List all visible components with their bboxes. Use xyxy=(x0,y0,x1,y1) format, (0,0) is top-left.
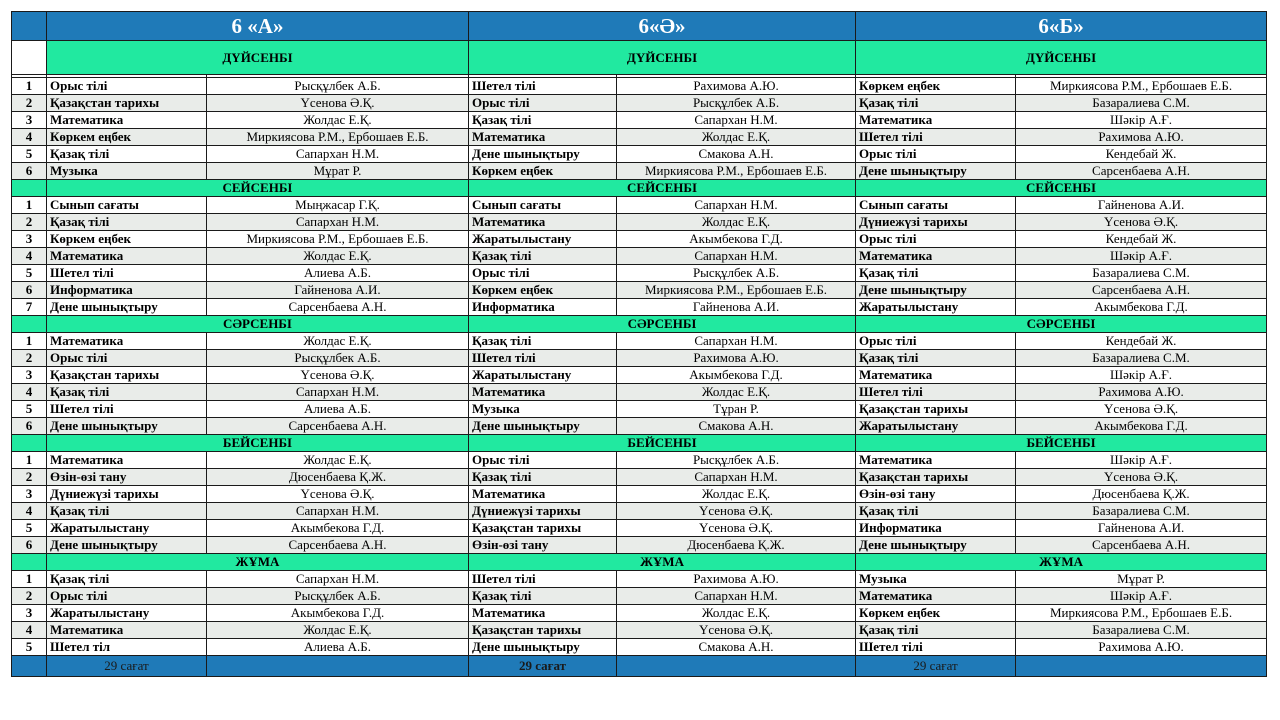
lesson-row xyxy=(12,588,1267,605)
hours-total: 29 сағат xyxy=(856,656,1016,677)
subject-cell: Дүниежүзі тарихы xyxy=(469,503,617,520)
day-label: ЖҰМА xyxy=(47,554,469,571)
lesson-number: 7 xyxy=(12,299,47,316)
subject-cell: Қазақстан тарихы xyxy=(469,520,617,537)
lesson-row xyxy=(12,401,1267,418)
subject-cell: Жаратылыстану xyxy=(856,299,1016,316)
subject-cell: Орыс тілі xyxy=(856,231,1016,248)
lesson-row xyxy=(12,333,1267,350)
teacher-cell: Алиева А.Б. xyxy=(207,401,469,418)
subject-cell: Математика xyxy=(856,452,1016,469)
day-label: ЖҰМА xyxy=(469,554,856,571)
teacher-cell: Тұран Р. xyxy=(617,401,856,418)
hours-total: 29 сағат xyxy=(469,656,617,677)
schedule-table xyxy=(11,11,1267,677)
subject-cell: Музыка xyxy=(469,401,617,418)
subject-cell: Қазақ тілі xyxy=(856,95,1016,112)
footer-blank xyxy=(207,656,469,677)
lesson-number: 3 xyxy=(12,231,47,248)
subject-cell: Көркем еңбек xyxy=(469,163,617,180)
day-header-num-cell xyxy=(12,41,47,75)
subject-cell: Дене шынықтыру xyxy=(469,146,617,163)
subject-cell: Қазақ тілі xyxy=(47,384,207,401)
lesson-number: 6 xyxy=(12,418,47,435)
lesson-row xyxy=(12,639,1267,656)
lesson-number: 3 xyxy=(12,486,47,503)
teacher-cell: Жолдас Е.Қ. xyxy=(617,214,856,231)
subject-cell: Өзін-өзі тану xyxy=(856,486,1016,503)
subject-cell: Математика xyxy=(469,129,617,146)
lesson-row xyxy=(12,571,1267,588)
subject-cell: Орыс тілі xyxy=(47,78,207,95)
teacher-cell: Үсенова Ә.Қ. xyxy=(1016,401,1267,418)
teacher-cell: Мұрат Р. xyxy=(1016,571,1267,588)
lesson-row xyxy=(12,282,1267,299)
lesson-row xyxy=(12,129,1267,146)
class-title: 6«Б» xyxy=(856,12,1267,41)
teacher-cell: Сапархан Н.М. xyxy=(207,146,469,163)
lesson-row xyxy=(12,367,1267,384)
teacher-cell: Жолдас Е.Қ. xyxy=(207,112,469,129)
subject-cell: Қазақстан тарихы xyxy=(47,367,207,384)
subject-cell: Қазақ тілі xyxy=(469,112,617,129)
subject-cell: Өзін-өзі тану xyxy=(47,469,207,486)
subject-cell: Көркем еңбек xyxy=(47,129,207,146)
lesson-number: 4 xyxy=(12,129,47,146)
lesson-number: 3 xyxy=(12,112,47,129)
lesson-row xyxy=(12,248,1267,265)
lesson-number: 5 xyxy=(12,265,47,282)
day-label: СӘРСЕНБІ xyxy=(469,316,856,333)
lesson-row xyxy=(12,503,1267,520)
teacher-cell: Жолдас Е.Қ. xyxy=(207,333,469,350)
teacher-cell: Гайненова А.И. xyxy=(1016,520,1267,537)
teacher-cell: Кендебай Ж. xyxy=(1016,231,1267,248)
subject-cell: Сынып сағаты xyxy=(47,197,207,214)
teacher-cell: Акымбекова Г.Д. xyxy=(1016,418,1267,435)
teacher-cell: Базаралиева С.М. xyxy=(1016,350,1267,367)
lesson-number: 2 xyxy=(12,350,47,367)
subject-cell: Қазақстан тарихы xyxy=(856,469,1016,486)
teacher-cell: Базаралиева С.М. xyxy=(1016,503,1267,520)
subject-cell: Шетел тілі xyxy=(469,350,617,367)
lesson-row xyxy=(12,350,1267,367)
lesson-row xyxy=(12,384,1267,401)
lesson-row xyxy=(12,469,1267,486)
teacher-cell: Үсенова Ә.Қ. xyxy=(617,520,856,537)
subject-cell: Қазақстан тарихы xyxy=(856,401,1016,418)
teacher-cell: Кендебай Ж. xyxy=(1016,333,1267,350)
subject-cell: Орыс тілі xyxy=(47,350,207,367)
footer-blank xyxy=(617,656,856,677)
subject-cell: Жаратылыстану xyxy=(47,605,207,622)
lesson-row xyxy=(12,163,1267,180)
lesson-row xyxy=(12,486,1267,503)
teacher-cell: Сарсенбаева А.Н. xyxy=(207,537,469,554)
subject-cell: Информатика xyxy=(469,299,617,316)
subject-cell: Қазақ тілі xyxy=(47,571,207,588)
teacher-cell: Акымбекова Г.Д. xyxy=(1016,299,1267,316)
teacher-cell: Мұрат Р. xyxy=(207,163,469,180)
teacher-cell: Сарсенбаева А.Н. xyxy=(1016,282,1267,299)
teacher-cell: Жолдас Е.Қ. xyxy=(617,605,856,622)
teacher-cell: Сарсенбаева А.Н. xyxy=(1016,537,1267,554)
subject-cell: Музыка xyxy=(47,163,207,180)
lesson-row xyxy=(12,520,1267,537)
subject-cell: Математика xyxy=(469,214,617,231)
lesson-number: 1 xyxy=(12,571,47,588)
lesson-number: 2 xyxy=(12,588,47,605)
teacher-cell: Үсенова Ә.Қ. xyxy=(1016,214,1267,231)
teacher-cell: Жолдас Е.Қ. xyxy=(207,248,469,265)
class-header-row xyxy=(12,12,1267,41)
subject-cell: Жаратылыстану xyxy=(47,520,207,537)
lesson-row xyxy=(12,622,1267,639)
day-header-num-cell xyxy=(12,554,47,571)
teacher-cell: Миркиясова Р.М., Ербошаев Е.Б. xyxy=(617,163,856,180)
subject-cell: Математика xyxy=(856,367,1016,384)
subject-cell: Дене шынықтыру xyxy=(47,299,207,316)
subject-cell: Дене шынықтыру xyxy=(856,282,1016,299)
corner-cell xyxy=(12,12,47,41)
teacher-cell: Үсенова Ә.Қ. xyxy=(617,622,856,639)
teacher-cell: Шәкір А.Ғ. xyxy=(1016,452,1267,469)
hours-total: 29 сағат xyxy=(47,656,207,677)
teacher-cell: Сапархан Н.М. xyxy=(207,214,469,231)
teacher-cell: Сапархан Н.М. xyxy=(617,112,856,129)
lesson-number: 2 xyxy=(12,469,47,486)
subject-cell: Математика xyxy=(47,622,207,639)
subject-cell: Өзін-өзі тану xyxy=(469,537,617,554)
subject-cell: Шетел тіл xyxy=(47,639,207,656)
day-header-row xyxy=(12,180,1267,197)
teacher-cell: Жолдас Е.Қ. xyxy=(617,486,856,503)
day-label: БЕЙСЕНБІ xyxy=(856,435,1267,452)
subject-cell: Қазақ тілі xyxy=(856,503,1016,520)
lesson-number: 1 xyxy=(12,452,47,469)
lesson-row xyxy=(12,265,1267,282)
lesson-number: 6 xyxy=(12,537,47,554)
teacher-cell: Миркиясова Р.М., Ербошаев Е.Б. xyxy=(207,231,469,248)
lesson-row xyxy=(12,146,1267,163)
lesson-number: 1 xyxy=(12,78,47,95)
subject-cell: Дене шынықтыру xyxy=(469,418,617,435)
teacher-cell: Сапархан Н.М. xyxy=(617,333,856,350)
teacher-cell: Рысқұлбек А.Б. xyxy=(617,265,856,282)
lesson-number: 4 xyxy=(12,384,47,401)
day-header-num-cell xyxy=(12,180,47,197)
teacher-cell: Үсенова Ә.Қ. xyxy=(617,503,856,520)
lesson-row xyxy=(12,231,1267,248)
teacher-cell: Дюсенбаева Қ.Ж. xyxy=(617,537,856,554)
subject-cell: Математика xyxy=(856,248,1016,265)
day-label: БЕЙСЕНБІ xyxy=(47,435,469,452)
teacher-cell: Гайненова А.И. xyxy=(1016,197,1267,214)
day-label: ДҮЙСЕНБІ xyxy=(47,41,469,75)
lesson-row xyxy=(12,214,1267,231)
teacher-cell: Рахимова А.Ю. xyxy=(617,78,856,95)
teacher-cell: Сапархан Н.М. xyxy=(617,248,856,265)
teacher-cell: Үсенова Ә.Қ. xyxy=(207,95,469,112)
subject-cell: Дене шынықтыру xyxy=(469,639,617,656)
subject-cell: Математика xyxy=(47,248,207,265)
teacher-cell: Акымбекова Г.Д. xyxy=(207,520,469,537)
teacher-cell: Сарсенбаева А.Н. xyxy=(1016,163,1267,180)
teacher-cell: Дюсенбаева Қ.Ж. xyxy=(1016,486,1267,503)
teacher-cell: Алиева А.Б. xyxy=(207,639,469,656)
teacher-cell: Сарсенбаева А.Н. xyxy=(207,418,469,435)
teacher-cell: Акымбекова Г.Д. xyxy=(617,367,856,384)
teacher-cell: Миркиясова Р.М., Ербошаев Е.Б. xyxy=(1016,78,1267,95)
teacher-cell: Акымбекова Г.Д. xyxy=(617,231,856,248)
footer-row xyxy=(12,656,1267,677)
day-header-num-cell xyxy=(12,435,47,452)
subject-cell: Сынып сағаты xyxy=(856,197,1016,214)
day-label: БЕЙСЕНБІ xyxy=(469,435,856,452)
subject-cell: Математика xyxy=(47,333,207,350)
teacher-cell: Мыңжасар Г.Қ. xyxy=(207,197,469,214)
subject-cell: Орыс тілі xyxy=(469,452,617,469)
subject-cell: Математика xyxy=(469,384,617,401)
subject-cell: Шетел тілі xyxy=(856,129,1016,146)
teacher-cell: Акымбекова Г.Д. xyxy=(207,605,469,622)
subject-cell: Орыс тілі xyxy=(469,95,617,112)
subject-cell: Қазақстан тарихы xyxy=(47,95,207,112)
subject-cell: Математика xyxy=(856,112,1016,129)
subject-cell: Дене шынықтыру xyxy=(47,418,207,435)
day-label: ДҮЙСЕНБІ xyxy=(856,41,1267,75)
lesson-number: 5 xyxy=(12,146,47,163)
subject-cell: Математика xyxy=(469,486,617,503)
day-header-row xyxy=(12,554,1267,571)
teacher-cell: Гайненова А.И. xyxy=(207,282,469,299)
subject-cell: Шетел тілі xyxy=(47,401,207,418)
teacher-cell: Дюсенбаева Қ.Ж. xyxy=(207,469,469,486)
teacher-cell: Рахимова А.Ю. xyxy=(1016,129,1267,146)
subject-cell: Орыс тілі xyxy=(856,333,1016,350)
lesson-number: 5 xyxy=(12,401,47,418)
lesson-row xyxy=(12,95,1267,112)
class-title: 6 «А» xyxy=(47,12,469,41)
teacher-cell: Миркиясова Р.М., Ербошаев Е.Б. xyxy=(617,282,856,299)
subject-cell: Қазақ тілі xyxy=(856,350,1016,367)
subject-cell: Дүниежүзі тарихы xyxy=(856,214,1016,231)
lesson-row xyxy=(12,112,1267,129)
lesson-number: 1 xyxy=(12,197,47,214)
lesson-number: 5 xyxy=(12,520,47,537)
subject-cell: Орыс тілі xyxy=(856,146,1016,163)
day-label: ДҮЙСЕНБІ xyxy=(469,41,856,75)
footer-corner xyxy=(12,656,47,677)
teacher-cell: Миркиясова Р.М., Ербошаев Е.Б. xyxy=(1016,605,1267,622)
teacher-cell: Жолдас Е.Қ. xyxy=(617,129,856,146)
subject-cell: Дене шынықтыру xyxy=(856,163,1016,180)
teacher-cell: Рысқұлбек А.Б. xyxy=(207,78,469,95)
lesson-row xyxy=(12,605,1267,622)
lesson-row xyxy=(12,452,1267,469)
subject-cell: Шетел тілі xyxy=(469,571,617,588)
footer-blank xyxy=(1016,656,1267,677)
teacher-cell: Рахимова А.Ю. xyxy=(617,350,856,367)
day-label: СЕЙСЕНБІ xyxy=(856,180,1267,197)
lesson-number: 2 xyxy=(12,214,47,231)
day-label: СӘРСЕНБІ xyxy=(47,316,469,333)
lesson-number: 4 xyxy=(12,622,47,639)
teacher-cell: Сапархан Н.М. xyxy=(617,197,856,214)
subject-cell: Көркем еңбек xyxy=(47,231,207,248)
subject-cell: Математика xyxy=(47,112,207,129)
teacher-cell: Жолдас Е.Қ. xyxy=(617,384,856,401)
subject-cell: Қазақ тілі xyxy=(469,469,617,486)
subject-cell: Қазақ тілі xyxy=(47,214,207,231)
subject-cell: Қазақ тілі xyxy=(469,248,617,265)
teacher-cell: Сапархан Н.М. xyxy=(617,588,856,605)
subject-cell: Шетел тілі xyxy=(856,639,1016,656)
lesson-row xyxy=(12,78,1267,95)
teacher-cell: Сапархан Н.М. xyxy=(207,571,469,588)
subject-cell: Дене шынықтыру xyxy=(856,537,1016,554)
teacher-cell: Рысқұлбек А.Б. xyxy=(617,452,856,469)
subject-cell: Шетел тілі xyxy=(469,78,617,95)
subject-cell: Информатика xyxy=(856,520,1016,537)
lesson-number: 3 xyxy=(12,605,47,622)
subject-cell: Орыс тілі xyxy=(469,265,617,282)
subject-cell: Қазақ тілі xyxy=(856,265,1016,282)
day-label: СӘРСЕНБІ xyxy=(856,316,1267,333)
lesson-number: 4 xyxy=(12,248,47,265)
lesson-row xyxy=(12,299,1267,316)
teacher-cell: Базаралиева С.М. xyxy=(1016,265,1267,282)
lesson-number: 1 xyxy=(12,333,47,350)
subject-cell: Шетел тілі xyxy=(47,265,207,282)
lesson-number: 2 xyxy=(12,95,47,112)
class-title: 6«Ә» xyxy=(469,12,856,41)
teacher-cell: Жолдас Е.Қ. xyxy=(207,452,469,469)
teacher-cell: Сапархан Н.М. xyxy=(207,384,469,401)
lesson-number: 6 xyxy=(12,282,47,299)
subject-cell: Математика xyxy=(469,605,617,622)
subject-cell: Жаратылыстану xyxy=(469,367,617,384)
teacher-cell: Смакова А.Н. xyxy=(617,146,856,163)
lesson-row xyxy=(12,197,1267,214)
lesson-number: 6 xyxy=(12,163,47,180)
teacher-cell: Жолдас Е.Қ. xyxy=(207,622,469,639)
subject-cell: Шетел тілі xyxy=(856,384,1016,401)
lesson-number: 5 xyxy=(12,639,47,656)
teacher-cell: Рысқұлбек А.Б. xyxy=(617,95,856,112)
subject-cell: Қазақ тілі xyxy=(469,588,617,605)
day-label: СЕЙСЕНБІ xyxy=(469,180,856,197)
subject-cell: Музыка xyxy=(856,571,1016,588)
teacher-cell: Сапархан Н.М. xyxy=(617,469,856,486)
lesson-row xyxy=(12,537,1267,554)
lesson-number: 4 xyxy=(12,503,47,520)
teacher-cell: Рысқұлбек А.Б. xyxy=(207,588,469,605)
teacher-cell: Алиева А.Б. xyxy=(207,265,469,282)
subject-cell: Қазақ тілі xyxy=(47,503,207,520)
teacher-cell: Рахимова А.Ю. xyxy=(1016,639,1267,656)
teacher-cell: Рысқұлбек А.Б. xyxy=(207,350,469,367)
subject-cell: Дене шынықтыру xyxy=(47,537,207,554)
teacher-cell: Сапархан Н.М. xyxy=(207,503,469,520)
teacher-cell: Смакова А.Н. xyxy=(617,639,856,656)
subject-cell: Математика xyxy=(47,452,207,469)
subject-cell: Сынып сағаты xyxy=(469,197,617,214)
teacher-cell: Сарсенбаева А.Н. xyxy=(207,299,469,316)
lesson-number: 3 xyxy=(12,367,47,384)
subject-cell: Информатика xyxy=(47,282,207,299)
day-header-num-cell xyxy=(12,316,47,333)
day-header-row xyxy=(12,435,1267,452)
subject-cell: Жаратылыстану xyxy=(856,418,1016,435)
teacher-cell: Шәкір А.Ғ. xyxy=(1016,248,1267,265)
subject-cell: Дүниежүзі тарихы xyxy=(47,486,207,503)
day-header-row xyxy=(12,316,1267,333)
day-label: ЖҰМА xyxy=(856,554,1267,571)
subject-cell: Көркем еңбек xyxy=(856,605,1016,622)
lesson-row xyxy=(12,418,1267,435)
subject-cell: Жаратылыстану xyxy=(469,231,617,248)
teacher-cell: Базаралиева С.М. xyxy=(1016,95,1267,112)
teacher-cell: Гайненова А.И. xyxy=(617,299,856,316)
subject-cell: Көркем еңбек xyxy=(856,78,1016,95)
teacher-cell: Үсенова Ә.Қ. xyxy=(207,486,469,503)
teacher-cell: Базаралиева С.М. xyxy=(1016,622,1267,639)
teacher-cell: Шәкір А.Ғ. xyxy=(1016,588,1267,605)
teacher-cell: Үсенова Ә.Қ. xyxy=(207,367,469,384)
subject-cell: Қазақ тілі xyxy=(856,622,1016,639)
subject-cell: Орыс тілі xyxy=(47,588,207,605)
subject-cell: Қазақ тілі xyxy=(47,146,207,163)
subject-cell: Математика xyxy=(856,588,1016,605)
teacher-cell: Рахимова А.Ю. xyxy=(617,571,856,588)
teacher-cell: Үсенова Ә.Қ. xyxy=(1016,469,1267,486)
teacher-cell: Смакова А.Н. xyxy=(617,418,856,435)
day-header-row xyxy=(12,41,1267,75)
subject-cell: Көркем еңбек xyxy=(469,282,617,299)
subject-cell: Қазақ тілі xyxy=(469,333,617,350)
subject-cell: Қазақстан тарихы xyxy=(469,622,617,639)
day-label: СЕЙСЕНБІ xyxy=(47,180,469,197)
teacher-cell: Шәкір А.Ғ. xyxy=(1016,367,1267,384)
teacher-cell: Рахимова А.Ю. xyxy=(1016,384,1267,401)
teacher-cell: Шәкір А.Ғ. xyxy=(1016,112,1267,129)
teacher-cell: Миркиясова Р.М., Ербошаев Е.Б. xyxy=(207,129,469,146)
teacher-cell: Кендебай Ж. xyxy=(1016,146,1267,163)
